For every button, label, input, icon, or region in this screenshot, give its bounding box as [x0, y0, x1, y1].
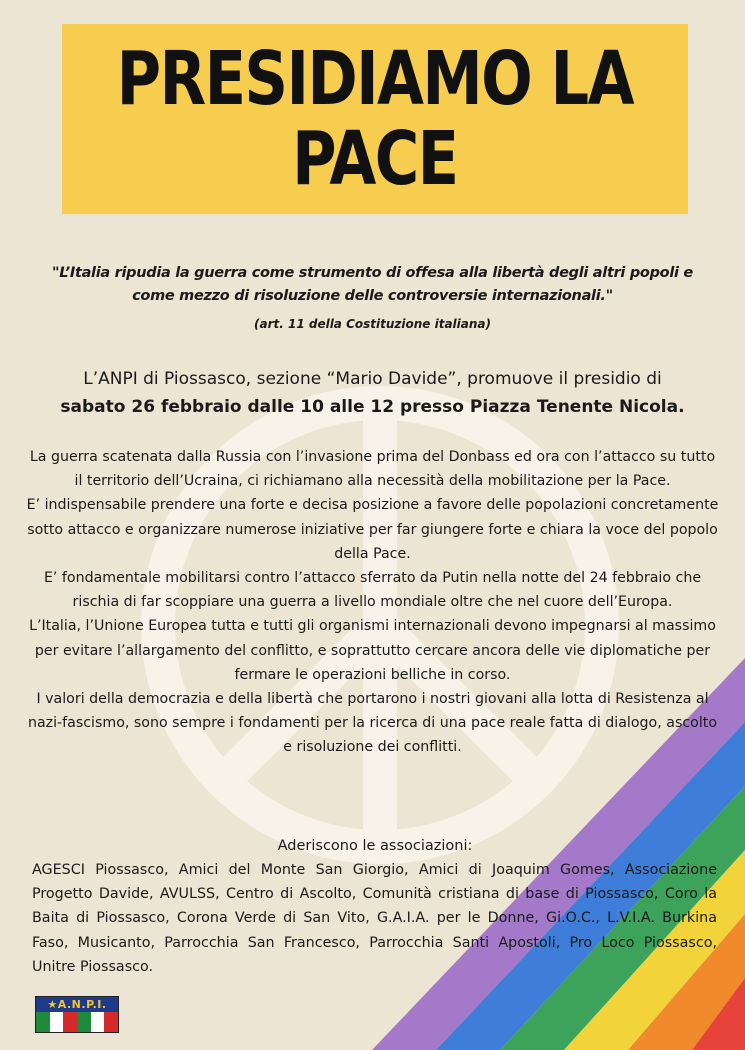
- body-paragraph: E’ fondamentale mobilitarsi contro l’attacco sferrato da Putin nella notte del 24 febbraio che rischia di far scoppiare una guerra a livello mondiale oltre che nel cuore dell’Europa.: [43, 570, 702, 611]
- title-line-2: PACE: [292, 116, 458, 202]
- body-paragraph: La guerra scatenata dalla Russia con l’invasione prima del Donbass ed ora con l’attacco su tutto il territorio dell’Ucraina, ci richiamano alla necessità della mobilitazione per la Pace.: [29, 449, 716, 490]
- body-paragraph: E’ indispensabile prendere una forte e decisa posizione a favore delle popolazioni concretamente sotto attacco e organizzare numerose iniziative per far giungere forte e chiara la voce del popolo della Pace.: [26, 497, 719, 562]
- body-paragraph: I valori della democrazia e della libertà che portarono i nostri giovani alla lotta di Resistenza al nazi-fascismo, sono sempre i fondamenti per la ricerca di una pace reale fatta di dialogo, ascolto e risoluzione dei conflitti.: [27, 691, 717, 756]
- body-paragraph: L’Italia, l’Unione Europea tutta e tutti gli organismi internazionali devono impegnarsi al massimo per evitare l’allargamento del conflitto, e soprattutto cercare ancora delle vie diplomatiche per fermare le operazioni belliche in corso.: [29, 618, 716, 683]
- event-date-place: sabato 26 febbraio dalle 10 alle 12 presso Piazza Tenente Nicola.: [60, 397, 685, 417]
- event-announcement: [20, 365, 725, 421]
- title-banner: [62, 24, 688, 214]
- quote-source: (art. 11 della Costituzione italiana): [254, 317, 491, 331]
- quote-line-1: "L’Italia ripudia la guerra come strumento di offesa alla libertà degli altri popoli e: [52, 265, 693, 281]
- body-text: [25, 445, 720, 760]
- intro-line-1: L’ANPI di Piossasco, sezione “Mario Davide”, promuove il presidio di: [83, 369, 662, 389]
- associations-heading: Aderiscono le associazioni:: [277, 838, 473, 854]
- quote-line-2: come mezzo di risoluzione delle controversie internazionali.": [132, 288, 613, 304]
- anpi-logo-text: ★A.N.P.I.: [36, 997, 118, 1012]
- associations-list: AGESCI Piossasco, Amici del Monte San Giorgio, Amici di Joaquim Gomes, Associazione Progetto Davide, AVULSS, Centro di Ascolto, Comunità cristiana di base di Piossasco, Coro la Baita di Piossasco, Corona Verde di San Vito, G.A.I.A. per le Donne, Gi.O.C., L.V.I.A. Burkina Faso, Musicanto, Parrocchia San Francesco, Parrocchia Santi Apostoli, Pro Loco Piossasco, Unitre Piossasco.: [32, 862, 717, 975]
- constitution-quote: [30, 262, 715, 308]
- anpi-logo-icon: [35, 996, 119, 1033]
- italian-flag-icon: [36, 1012, 118, 1032]
- title-line-1: PRESIDIAMO LA: [116, 36, 634, 122]
